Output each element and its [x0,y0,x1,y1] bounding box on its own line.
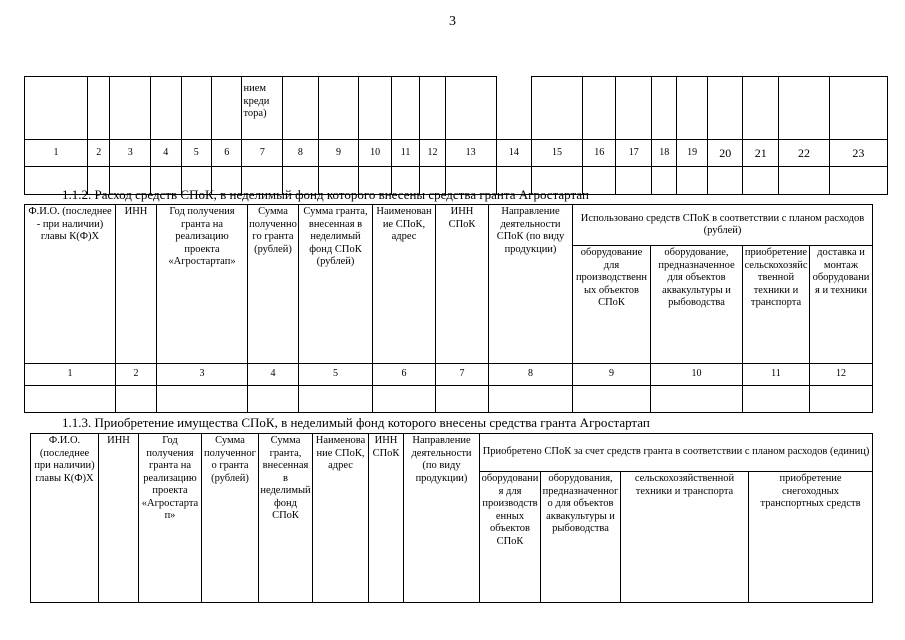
col-sum-contributed: Сумма гранта, внесенная в неделимый фонд СПоК (рублей) [299,205,373,364]
header-fragment: нием креди тора) [242,77,283,140]
col-year: Год получения гранта на реализацию проекта «Агростартап» [157,205,248,364]
col-number: 1 [25,140,88,167]
col-number: 23 [829,140,887,167]
col-number: 19 [677,140,707,167]
col-group-used: Использовано средств СПоК в соответствии с планом расходов (рублей) [573,205,873,246]
col-fio: Ф.И.О. (последнее - при наличии) главы К(Ф)Х [25,205,116,364]
col-number: 6 [373,364,436,386]
col-number: 5 [181,140,211,167]
section-heading-1-1-3: 1.1.3. Приобретение имущества СПоК, в неделимый фонд которого внесены средства гранта Агростартап [62,415,650,430]
sub-col-aquaculture: оборудования, предназначенного для объектов аквакультуры и рыбоводства [541,472,621,603]
col-inn-spok: ИНН СПоК [369,434,404,603]
col-number: 12 [810,364,873,386]
col-number: 16 [582,140,616,167]
col-number: 17 [616,140,652,167]
col-number: 3 [110,140,151,167]
table-continuation [24,76,888,195]
section-heading-1-1-2: 1.1.2. Расход средств СПоК, в неделимый фонд которого внесены средства гранта Агростартап [62,187,589,202]
col-number: 5 [299,364,373,386]
col-year: Год получения гранта на реализацию проекта «Агростартап» [139,434,202,603]
col-number: 8 [283,140,319,167]
column-numbers-row [25,140,888,167]
col-number: 7 [436,364,489,386]
col-direction: Направление деятельности СПоК (по виду продукции) [489,205,573,364]
col-direction: Направление деятельности (по виду продукции) [404,434,480,603]
col-group-acquired: Приобретено СПоК за счет средств гранта в соответствии с планом расходов (единиц) [480,434,873,472]
col-spok-name: Наименование СПоК, адрес [313,434,369,603]
col-number: 10 [651,364,743,386]
col-number: 20 [707,140,743,167]
col-spok-name: Наименование СПоК, адрес [373,205,436,364]
sub-col-equipment: оборудование для производственных объектов СПоК [573,246,651,364]
col-number: 8 [489,364,573,386]
col-number: 22 [779,140,830,167]
table-spok-acquisitions [30,433,873,603]
col-sum-received: Сумма полученного гранта (рублей) [202,434,259,603]
col-sum-contributed: Сумма гранта, внесенная в неделимый фонд СПоК [259,434,313,603]
col-number: 2 [116,364,157,386]
col-number: 2 [88,140,110,167]
col-number: 6 [212,140,242,167]
col-number: 1 [25,364,116,386]
table-row [25,386,873,413]
col-number: 7 [242,140,283,167]
sub-col-equipment: оборудования для производственных объектов СПоК [480,472,541,603]
col-number: 3 [157,364,248,386]
col-number: 9 [318,140,359,167]
col-inn: ИНН [99,434,139,603]
sub-col-machinery: сельскохозяйственной техники и транспорта [621,472,749,603]
col-fio: Ф.И.О. (последнее при наличии) главы К(Ф)Х [31,434,99,603]
col-sum-received: Сумма полученного гранта (рублей) [248,205,299,364]
sub-col-machinery: приобретение сельскохозяйственной техники и транспорта [743,246,810,364]
col-number: 12 [420,140,445,167]
col-number: 10 [359,140,392,167]
col-number: 11 [391,140,419,167]
col-number: 4 [248,364,299,386]
col-inn: ИНН [116,205,157,364]
col-number: 21 [743,140,779,167]
col-number: 11 [743,364,810,386]
col-number: 9 [573,364,651,386]
sub-col-snowmobiles: приобретение снегоходных транспортных средств [749,472,873,603]
column-numbers-row [25,364,873,386]
table-spok-expenses [24,204,873,413]
sub-col-aquaculture: оборудование, предназначенное для объектов аквакультуры и рыбоводства [651,246,743,364]
col-number: 4 [151,140,181,167]
sub-col-delivery: доставка и монтаж оборудования и техники [810,246,873,364]
col-number: 15 [532,140,583,167]
col-inn-spok: ИНН СПоК [436,205,489,364]
col-number: 13 [445,140,496,167]
col-number: 18 [652,140,677,167]
col-number: 14 [496,140,532,167]
page-number: 3 [449,14,456,29]
